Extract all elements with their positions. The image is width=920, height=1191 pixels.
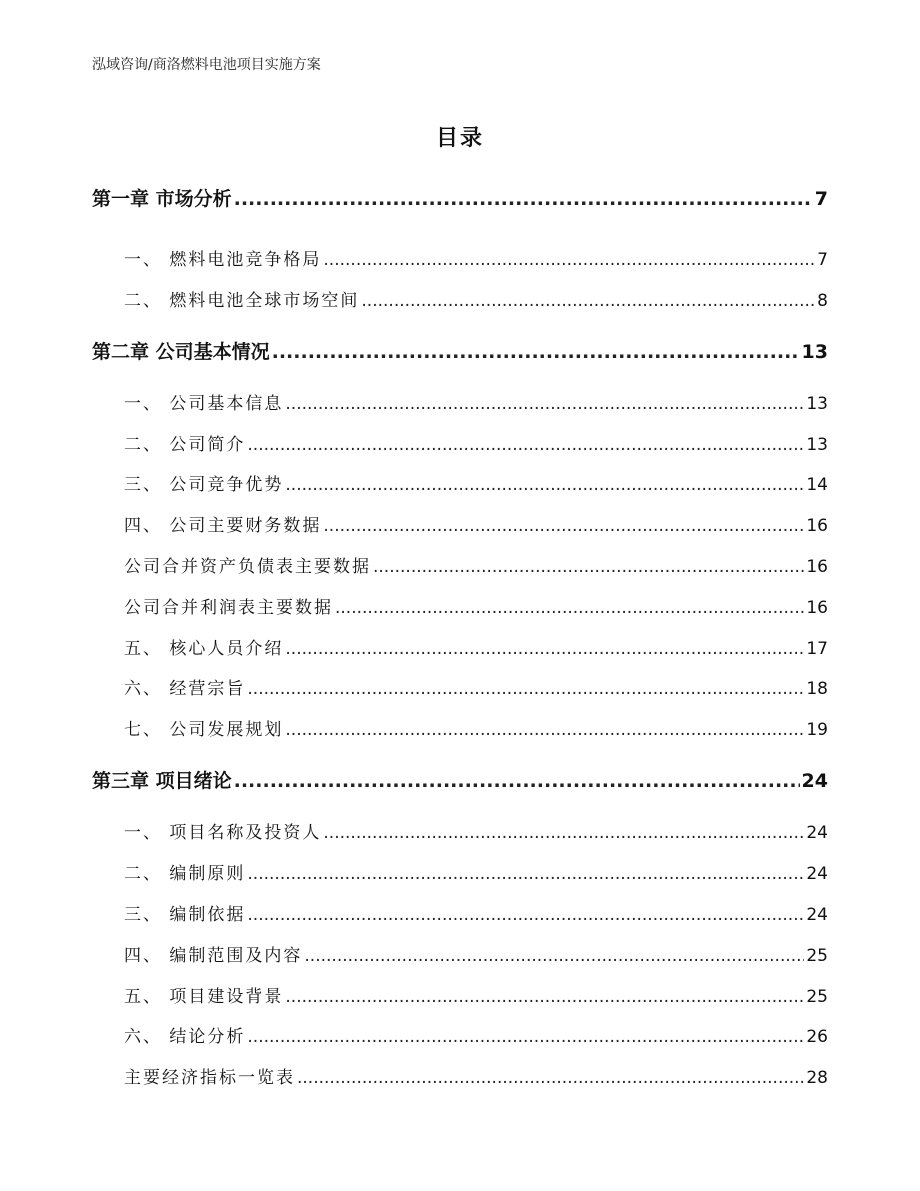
running-header: 泓域咨询/商洛燃料电池项目实施方案 [92,57,321,73]
toc-page-number: 14 [806,475,828,495]
page-title: 目录 [435,126,484,151]
toc-section[interactable] [124,818,828,844]
toc-section[interactable] [124,859,828,885]
toc-page-number: 13 [801,341,828,363]
toc-leader [285,987,804,1007]
toc-leader [234,188,813,210]
toc-leader [234,770,800,792]
toc-section[interactable] [124,593,828,619]
toc-section[interactable] [124,1022,828,1048]
toc-leader [285,475,804,495]
toc-page-number: 16 [806,557,828,577]
toc-chapter[interactable] [92,766,828,792]
toc-section[interactable] [124,389,828,415]
toc-section[interactable] [124,674,828,700]
toc-page-number: 13 [806,394,828,414]
toc-leader [297,1068,804,1088]
toc-leader [373,557,804,577]
toc-section[interactable] [124,511,828,537]
toc-leader [323,823,804,843]
toc-label: 七、 公司发展规划 [124,720,284,740]
toc-section[interactable] [124,245,828,271]
toc-page-number: 28 [806,1068,828,1088]
toc-section[interactable] [124,1063,828,1089]
toc-label: 四、 编制范围及内容 [124,946,303,966]
toc-page-number: 7 [814,188,828,210]
toc-label: 三、 编制依据 [124,905,246,925]
toc-page-number: 25 [806,987,828,1007]
toc-label: 五、 核心人员介绍 [124,639,284,659]
toc-section[interactable] [124,715,828,741]
toc-page-number: 24 [806,864,828,884]
toc-label: 公司合并利润表主要数据 [124,598,333,618]
toc-page-number: 25 [806,946,828,966]
toc-label: 一、 燃料电池竞争格局 [124,250,322,270]
toc-leader [304,946,804,966]
toc-section[interactable] [124,430,828,456]
toc-section[interactable] [124,900,828,926]
toc-leader [247,679,804,699]
toc-label: 五、 项目建设背景 [124,987,284,1007]
toc-section[interactable] [124,982,828,1008]
toc-page-number: 17 [806,639,828,659]
toc-label: 四、 公司主要财务数据 [124,516,322,536]
toc-page-number: 16 [806,516,828,536]
toc-chapter[interactable] [92,184,828,210]
toc-leader [247,864,804,884]
toc-leader [361,291,815,311]
toc-leader [323,516,804,536]
toc-label: 二、 编制原则 [124,864,246,884]
toc-page-number: 26 [806,1027,828,1047]
toc-page-number: 24 [806,905,828,925]
toc-label: 主要经济指标一览表 [124,1068,295,1088]
toc-chapter[interactable] [92,337,828,363]
toc-page-number: 19 [806,720,828,740]
toc-label: 第二章 公司基本情况 [92,341,270,363]
toc-leader [247,1027,804,1047]
toc-leader [247,435,804,455]
toc-leader [247,905,804,925]
toc-label: 六、 结论分析 [124,1027,246,1047]
toc-label: 一、 项目名称及投资人 [124,823,322,843]
toc-label: 二、 公司简介 [124,435,246,455]
toc-page-number: 24 [801,770,828,792]
toc-label: 三、 公司竞争优势 [124,475,284,495]
toc-leader [285,720,804,740]
toc-label: 公司合并资产负债表主要数据 [124,557,371,577]
toc-section[interactable] [124,286,828,312]
toc-leader [285,639,804,659]
toc-page-number: 8 [817,291,828,311]
toc-leader [335,598,804,618]
toc-label: 第一章 市场分析 [92,188,232,210]
toc-section[interactable] [124,941,828,967]
toc-label: 一、 公司基本信息 [124,394,284,414]
toc-section[interactable] [124,634,828,660]
toc-page-number: 16 [806,598,828,618]
toc-page-number: 24 [806,823,828,843]
toc-leader [272,341,800,363]
toc-page-number: 13 [806,435,828,455]
toc-section[interactable] [124,552,828,578]
toc-leader [285,394,804,414]
toc-section[interactable] [124,470,828,496]
toc-label: 二、 燃料电池全球市场空间 [124,291,360,311]
toc-leader [323,250,815,270]
toc-label: 第三章 项目绪论 [92,770,232,792]
toc-page-number: 7 [817,250,828,270]
toc-label: 六、 经营宗旨 [124,679,246,699]
toc-page-number: 18 [806,679,828,699]
